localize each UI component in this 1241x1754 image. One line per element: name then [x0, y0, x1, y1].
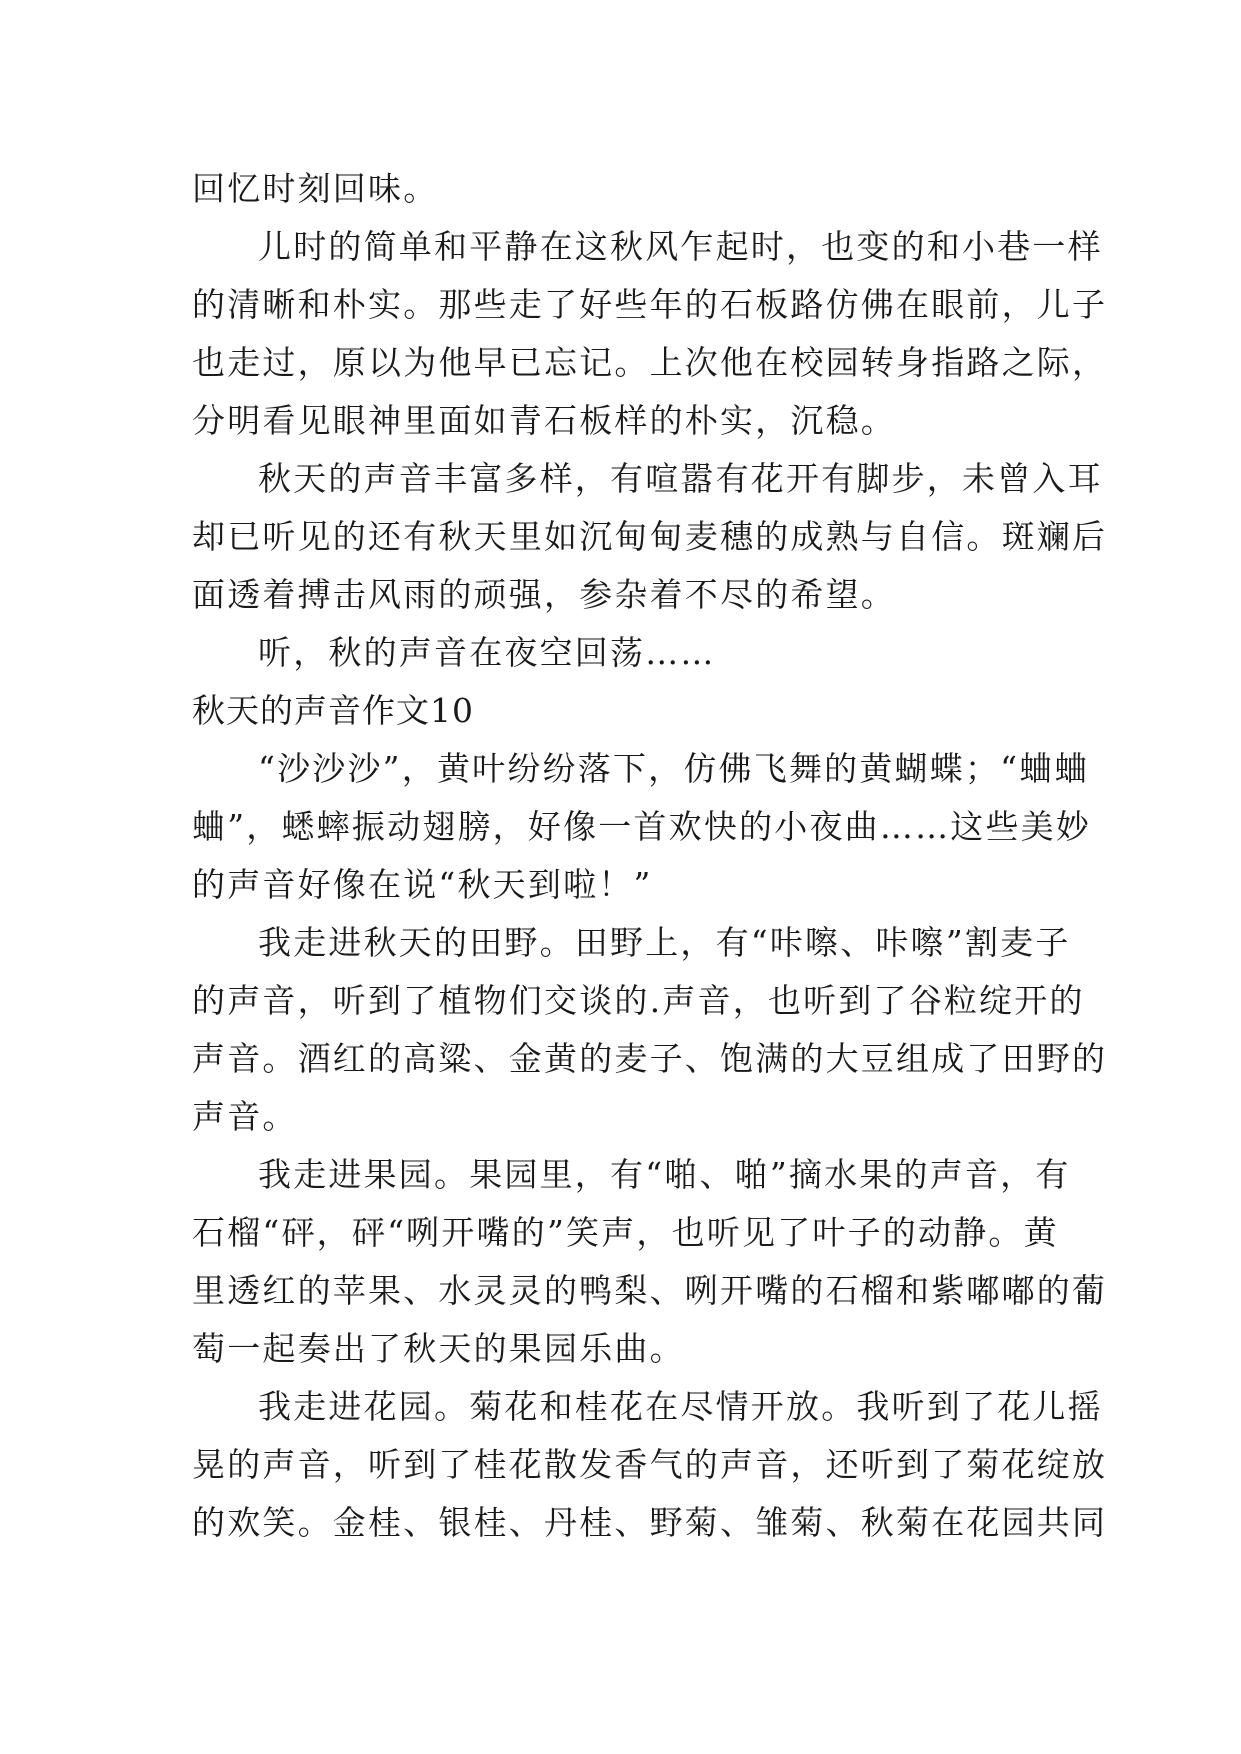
text-line: 回忆时刻回味。 [192, 169, 439, 208]
text-line: 的声音，听到了植物们交谈的.声音，也听到了谷粒绽开的 [192, 981, 1085, 1020]
text-line: 的清晰和朴实。那些走了好些年的石板路仿佛在眼前，儿子 [192, 285, 1108, 324]
paragraph-start-line: 听，秋的声音在夜空回荡…… [258, 633, 716, 672]
text-line: 的声音好像在说“秋天到啦！” [192, 865, 653, 904]
text-line: 晃的声音，听到了桂花散发香气的声音，还听到了菊花绽放 [192, 1445, 1108, 1484]
text-line: 却已听见的还有秋天里如沉甸甸麦穗的成熟与自信。斑斓后 [192, 517, 1108, 556]
paragraph-start-line: “沙沙沙”，黄叶纷纷落下，仿佛飞舞的黄蝴蝶；“蛐蛐 [258, 749, 1090, 788]
text-line: 面透着搏击风雨的顽强，参杂着不尽的希望。 [192, 575, 896, 614]
text-line: 里透红的苹果、水灵灵的鸭梨、咧开嘴的石榴和紫嘟嘟的葡 [192, 1271, 1108, 1310]
paragraph-start-line: 我走进秋天的田野。田野上，有“咔嚓、咔嚓”割麦子 [258, 923, 1071, 962]
section-heading: 秋天的声音作文10 [192, 691, 474, 730]
text-line: 的欢笑。金桂、银桂、丹桂、野菊、雏菊、秋菊在花园共同 [192, 1503, 1108, 1542]
paragraph-start-line: 我走进果园。果园里，有“啪、啪”摘水果的声音，有 [258, 1155, 1071, 1194]
text-line: 也走过，原以为他早已忘记。上次他在校园转身指路之际， [192, 343, 1108, 382]
paragraph-start-line: 儿时的简单和平静在这秋风乍起时，也变的和小巷一样 [258, 227, 1103, 266]
text-line: 蛐”，蟋蟀振动翅膀，好像一首欢快的小夜曲……这些美妙 [192, 807, 1092, 846]
text-line: 石榴“砰，砰“咧开嘴的”笑声，也听见了叶子的动静。黄 [192, 1213, 1059, 1252]
document-body [192, 160, 1108, 1552]
text-line: 声音。酒红的高粱、金黄的麦子、饱满的大豆组成了田野的 [192, 1039, 1108, 1078]
text-line: 声音。 [192, 1097, 298, 1136]
text-line: 分明看见眼神里面如青石板样的朴实，沉稳。 [192, 401, 896, 440]
paragraph-start-line: 我走进花园。菊花和桂花在尽情开放。我听到了花儿摇 [258, 1387, 1103, 1426]
text-line: 萄一起奏出了秋天的果园乐曲。 [192, 1329, 685, 1368]
paragraph-start-line: 秋天的声音丰富多样，有喧嚣有花开有脚步，未曾入耳 [258, 459, 1103, 498]
